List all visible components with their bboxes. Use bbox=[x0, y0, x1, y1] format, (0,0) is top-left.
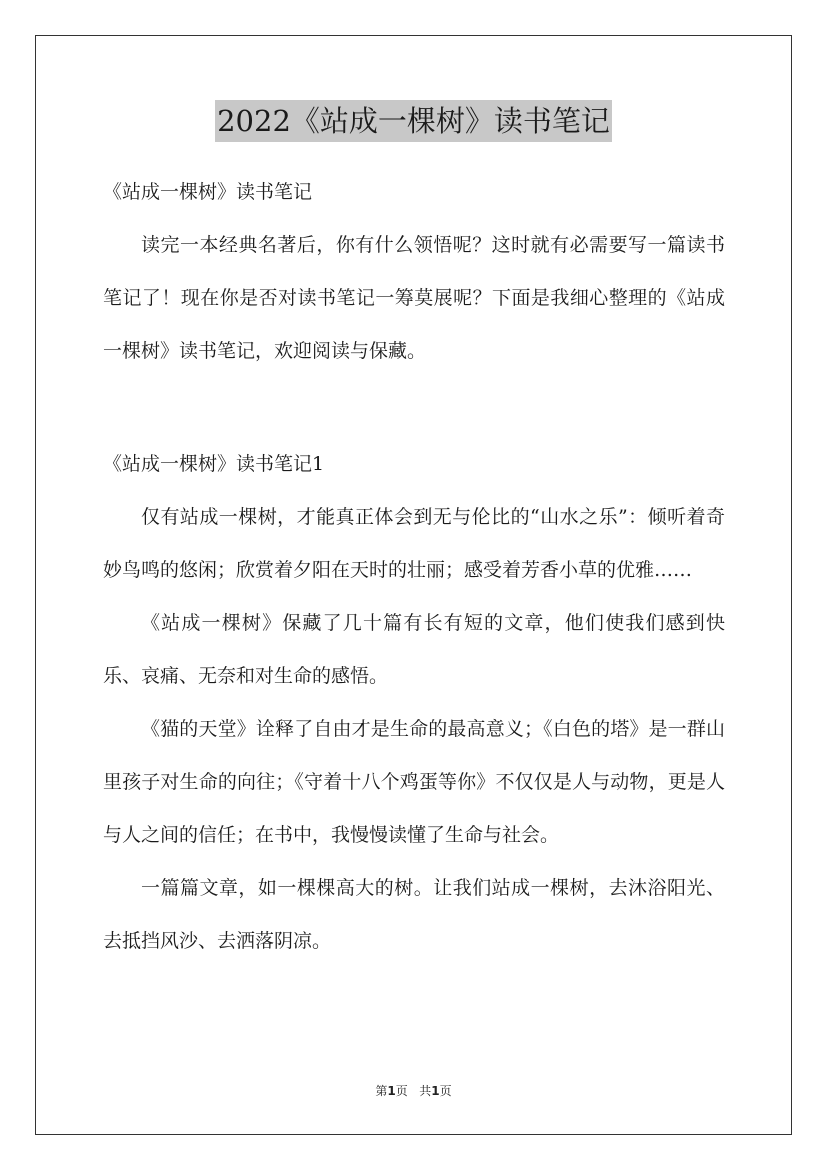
body-paragraph: 《猫的天堂》诠释了自由才是生命的最高意义；《白色的塔》是一群山里孩子对生命的向往；《守着十八个鸡蛋等你》不仅仅是人与动物，更是人与人之间的信任；在书中，我慢慢读懂了生命与社会。 bbox=[103, 718, 725, 846]
page-suffix: 页 bbox=[395, 1084, 408, 1098]
title-container bbox=[0, 100, 827, 142]
section-heading: 《站成一棵树》读书笔记1 bbox=[103, 453, 325, 475]
document-subtitle: 《站成一棵树》读书笔记 bbox=[103, 181, 313, 203]
body-paragraph: 仅有站成一棵树，才能真正体会到无与伦比的“山水之乐”：倾听着奇妙鸟鸣的悠闲；欣赏着夕阳在天时的壮丽；感受着芳香小草的优雅…… bbox=[103, 506, 725, 581]
page-total: 1 bbox=[431, 1084, 440, 1098]
page-footer bbox=[0, 1083, 827, 1099]
body-paragraph: 一篇篇文章，如一棵棵高大的树。让我们站成一棵树，去沐浴阳光、去抵挡风沙、去洒落阴凉。 bbox=[103, 877, 725, 952]
document-title: 2022《站成一棵树》读书笔记 bbox=[215, 100, 612, 142]
page-current: 1 bbox=[387, 1084, 396, 1098]
total-suffix: 页 bbox=[439, 1084, 452, 1098]
intro-section bbox=[103, 166, 725, 378]
total-prefix: 共 bbox=[419, 1084, 432, 1098]
intro-paragraph: 读完一本经典名著后，你有什么领悟呢？这时就有必需要写一篇读书笔记了！现在你是否对读书笔记一筹莫展呢？下面是我细心整理的《站成一棵树》读书笔记，欢迎阅读与保藏。 bbox=[103, 234, 725, 362]
page-prefix: 第 bbox=[375, 1084, 388, 1098]
section-1 bbox=[103, 438, 725, 968]
body-paragraph: 《站成一棵树》保藏了几十篇有长有短的文章，他们使我们感到快乐、哀痛、无奈和对生命的感悟。 bbox=[103, 612, 725, 687]
